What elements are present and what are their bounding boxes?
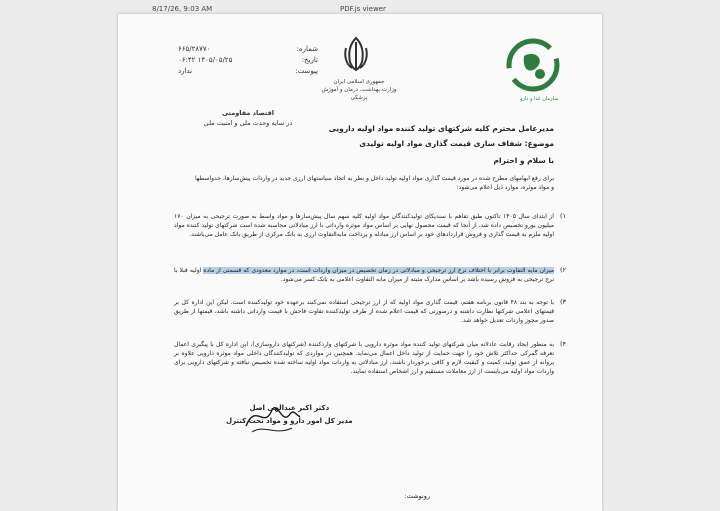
number-label: شماره:: [296, 45, 318, 53]
fda-logo-icon: [504, 36, 562, 94]
paragraph-4: [174, 340, 566, 376]
letter-attachment: ندارد: [178, 67, 193, 75]
paragraph-text: با توجه به بند ۴۸ قانون برنامه هفتم، قیمت گذاری مواد اولیه که از ارز ترجیحی استفاده نمی‌کنند برعهده خود تولیدکننده است. لیکن این اداره کل بر قیمتهای اعلامی شرکتها نظارت داشته و درصورتی که قیمت اعلام شده از طرف تولیدکننده تفاوت فاحش با قیمت وارداتی داشته باشد، قیمتها از طریق صدور مجوز واردات تعدیل خواهد شد.: [174, 299, 554, 324]
letter-addressee: مدیرعامل محترم کلیه شرکتهای تولید کننده مواد اولیه دارویی: [328, 124, 554, 133]
print-timestamp: 8/17/26, 9:03 AM: [152, 5, 213, 13]
letter-date: ۱۴۰۵/۰۵/۲۵ ۰۶:۴۲: [178, 56, 233, 64]
slogan-line1: اقتصاد مقاومتی: [221, 109, 275, 117]
signature-block: [226, 402, 353, 428]
slogan-line2: در سایه وحدت ملی و امنیت ملی: [203, 119, 293, 127]
paragraph-number: ۳): [559, 298, 566, 306]
letter-number: ۶۶۵/۲۸۷۷۰: [178, 45, 211, 53]
paragraph-2: [174, 266, 566, 284]
fda-logo-text: سازمان غذا و دارو: [520, 96, 559, 102]
ministry-name: [314, 78, 404, 102]
letter-page: [118, 14, 602, 511]
highlighted-text[interactable]: میزان مابه التفاوت برابر با اختلاف نرخ ارز ترجیحی و مبادلاتی در زمان تخصیص در میزان واردات است، در موارد معدودی که قسمتی از ماده: [203, 267, 554, 274]
paragraph-text: به منظور ایجاد رقابت عادلانه میان شرکتهای تولید کننده مواد موثره دارویی با شرکتهای واردکننده (شرکتهای داروسازی)، این اداره کل با پیگیری اعمال تعرفه گمرکی حداکثر تلاش خود را جهت حمایت از تولید داخل اعمال می‌نماید. همچنین در مواردی که تولیدکنندگان داخلی مواد موثره دارویی علاوه بر پروانه از عمق تولید، کمیت و کیفیت لازم و کافی برخوردار باشند، ارز مبادلاتی به واردات مواد اولیه ساخته شده تخصیص نیافته و شرکتهای دارویی برای واردات مواد اولیه می‌بایست از ارز معاملات مستقیم و ارز اشخاص استفاده نمایند.: [174, 341, 554, 375]
viewer-title: PDF.js viewer: [340, 5, 386, 13]
paragraph-number: ۱): [559, 212, 566, 220]
signer-title: مدیر کل امور دارو و مواد تحت کنترل: [226, 417, 353, 425]
signer-name: دکتر اکبر عبدالهی اصل: [249, 404, 330, 412]
attachment-label: پیوست:: [295, 67, 318, 75]
ministry-line1: جمهوری اسلامی ایران: [333, 79, 385, 85]
paragraph-3: [174, 298, 566, 325]
date-label: تاریخ:: [301, 56, 318, 64]
paragraph-number: ۲): [559, 266, 566, 274]
paragraph-text: اولیه قبلا با نرخ ترجیحی به فروش رسیده باشد بر اساس مدارک مثبته از میزان مابه التفاوت اعلامی به بانک کسر می‌شود.: [174, 267, 554, 283]
cc-label: رونوشت:: [404, 492, 430, 500]
letter-greeting: با سلام و احترام: [493, 156, 554, 165]
paragraph-1: [174, 212, 566, 239]
paragraph-text: از ابتدای سال ۱۴۰۵ تاکنون طبق تفاهم با سندیکای تولیدکنندگان مواد اولیه کلیه سهم سال پیش‌سازها و مواد واسط به صورت ترجیحی به میزان ۱۷۰ میلیون یورو تخصیص داده شد، از آنجا که قیمت محصول نهایی بر اساس مواد موثره وارداتی با ارز مبادلاتی محاسبه شده است شرکتهای تولید کننده مواد اولیه ملزم به قیمت گذاری و فروش قراردادهای خود بر اساس ارز مبادله و پرداخت مابه‌التفاوت ارزی به بانک مرکزی از طریق بانک عامل می‌باشند.: [174, 213, 554, 238]
letter-intro: برای رفع ابهامهای مطرح شده در مورد قیمت گذاری مواد اولیه تولید داخل و نظر به اتخاذ سیاستهای ارزی جدید در واردات پیش‌سازها، حدواسطها و مواد موثره، موارد ذیل اعلام می‌شود:: [194, 175, 554, 191]
slogan: [188, 108, 308, 128]
letter-meta: [178, 44, 318, 77]
iran-emblem-icon: [340, 34, 372, 74]
paragraph-number: ۴): [559, 340, 566, 348]
letter-subject: موضوع: شفاف سازی قیمت گذاری مواد اولیه تولیدی: [359, 139, 554, 148]
ministry-line2: وزارت بهداشت، درمان و آموزش پزشکی: [321, 87, 397, 101]
